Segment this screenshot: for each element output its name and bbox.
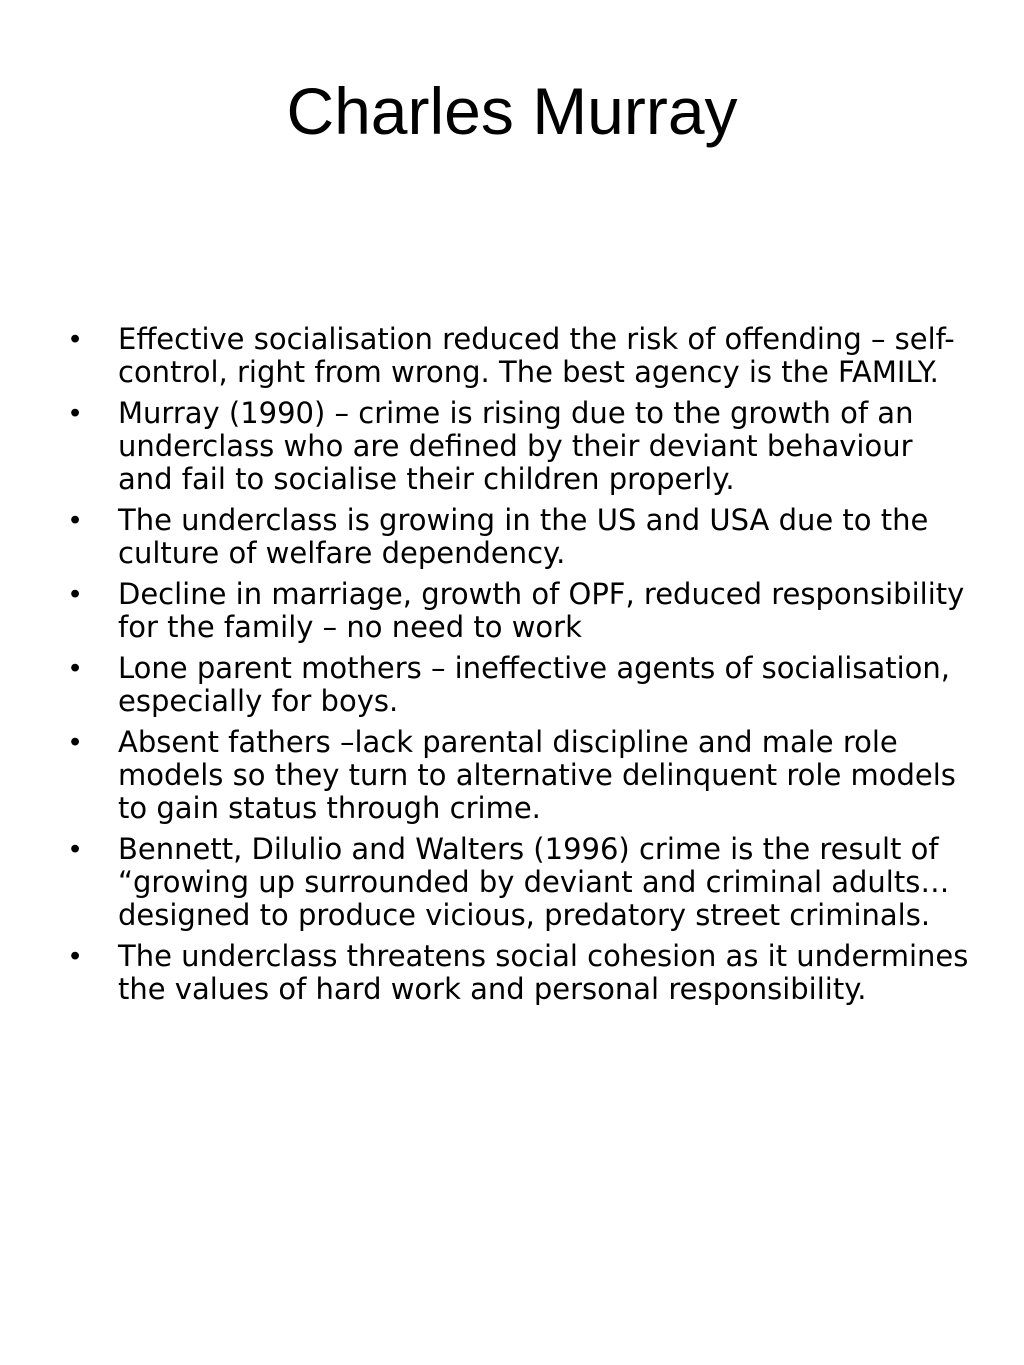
bullet-item <box>70 397 970 496</box>
bullet-item <box>70 504 970 570</box>
bullet-text: Bennett, Dilulio and Walters (1996) crime is the result of “growing up surrounded by deviant and criminal adults…designed to produce vicious, predatory street criminals. <box>118 832 950 932</box>
slide-title: Charles Murray <box>286 74 738 148</box>
bullet-text: Absent fathers –lack parental discipline and male role models so they turn to alternative delinquent role models to gain status through crime. <box>118 725 956 825</box>
bullet-item <box>70 323 970 389</box>
bullet-point-icon: • <box>70 726 81 758</box>
bullet-item <box>70 726 970 825</box>
bullet-text: Decline in marriage, growth of OPF, reduced responsibility for the family – no need to work <box>118 577 965 644</box>
bullet-point-icon: • <box>70 397 81 429</box>
bullet-point-icon: • <box>70 940 81 972</box>
bullet-point-icon: • <box>70 833 81 865</box>
bullet-item <box>70 833 970 932</box>
bullet-text: The underclass is growing in the US and USA due to the culture of welfare dependency. <box>118 503 929 570</box>
bullet-point-icon: • <box>70 504 81 536</box>
bullet-item <box>70 940 970 1006</box>
bullet-text: Murray (1990) – crime is rising due to the growth of an underclass who are defined by their deviant behaviour and fail to socialise their children properly. <box>118 396 914 496</box>
bullet-point-icon: • <box>70 578 81 610</box>
bullet-item <box>70 652 970 718</box>
bullet-text: Lone parent mothers – ineffective agents of socialisation, especially for boys. <box>118 651 951 718</box>
bullet-text: The underclass threatens social cohesion as it undermines the values of hard work and personal responsibility. <box>118 939 969 1006</box>
bullet-text: Effective socialisation reduced the risk of offending – self-control, right from wrong. The best agency is the FAMILY. <box>118 322 955 389</box>
bullet-point-icon: • <box>70 323 81 355</box>
bullet-item <box>70 578 970 644</box>
bullet-point-icon: • <box>70 652 81 684</box>
bullet-list <box>70 323 970 1014</box>
